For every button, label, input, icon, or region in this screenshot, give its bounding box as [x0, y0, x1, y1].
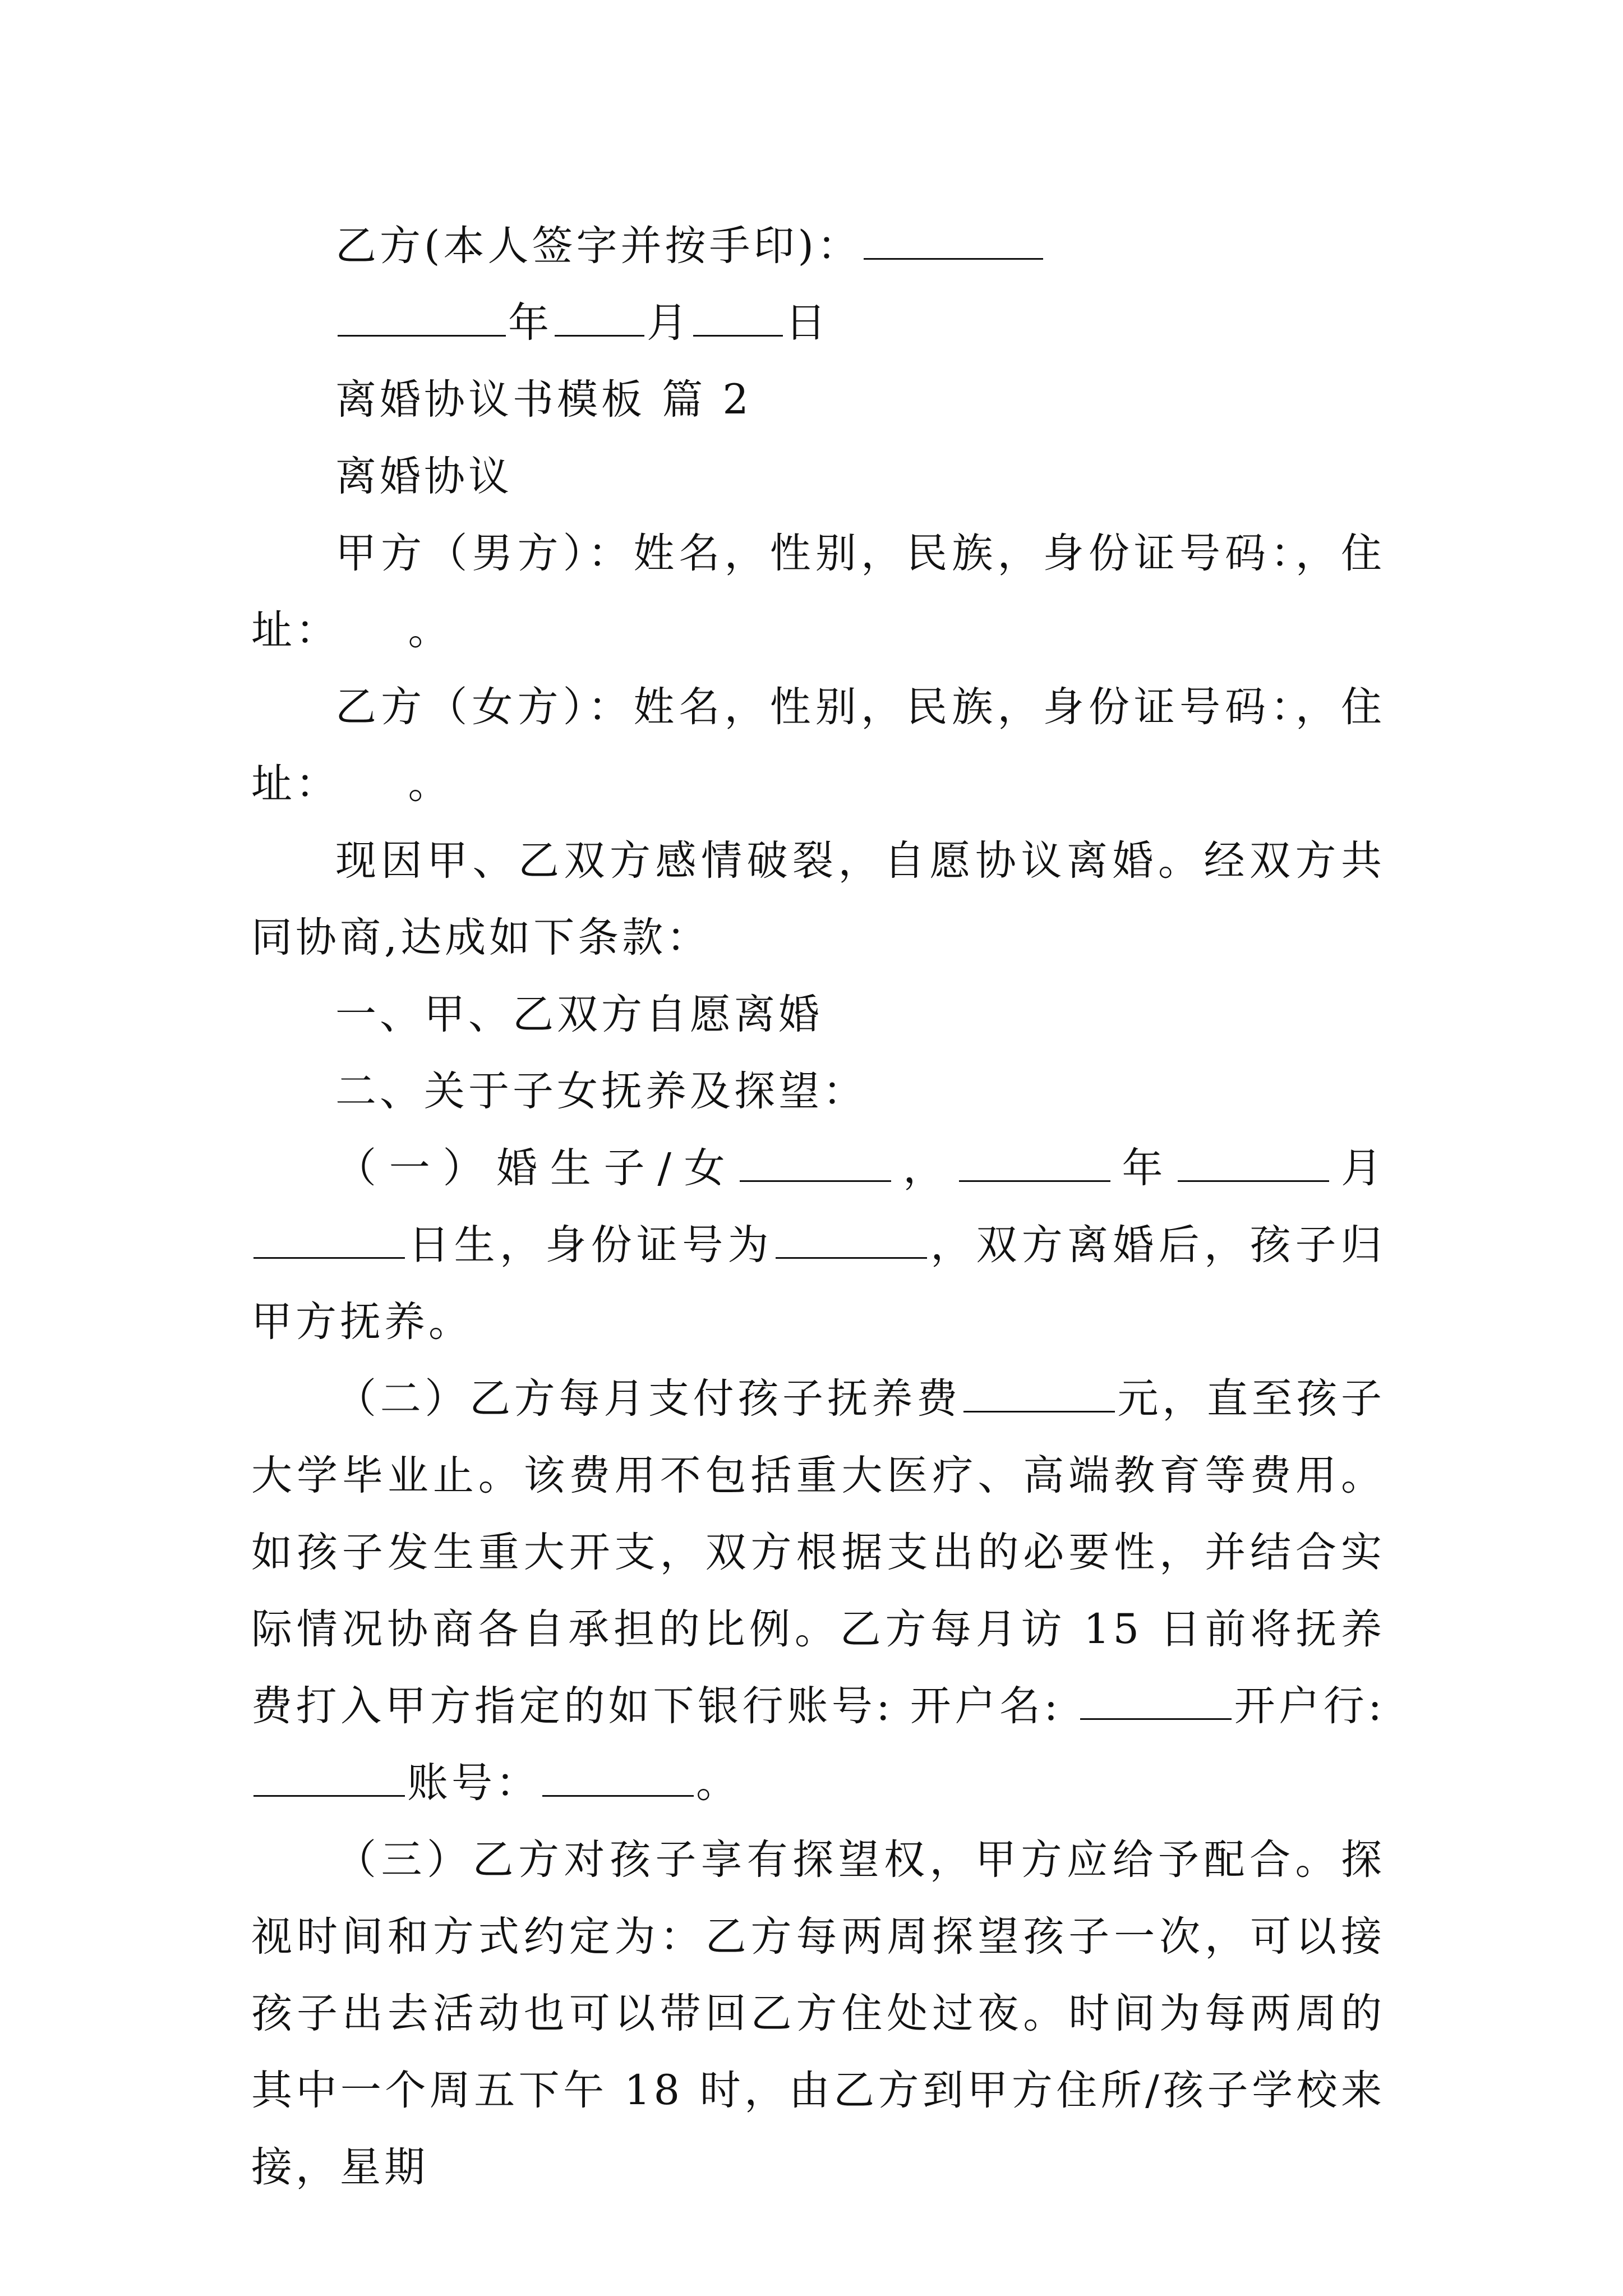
clause-2: 二、关于子女抚养及探望： [335, 1068, 867, 1115]
birth-year-blank [959, 1143, 1110, 1182]
document-body [251, 208, 1385, 2206]
item-2-text-1: （二）乙方每月支付孩子抚养费 [335, 1375, 961, 1423]
month-label: 月 [647, 299, 691, 347]
item-1-text-6: ，双方离婚后，孩子归甲方抚养。 [251, 1221, 1386, 1346]
party-a-paragraph: 甲方（男方）：姓名，性别，民族，身份证号码：，住址： 。 [251, 530, 1385, 654]
item-1-text-5: 日生，身份证号为 [407, 1221, 773, 1269]
party-b-paragraph: 乙方（女方）：姓名，性别，民族，身份证号码：，住址： 。 [251, 683, 1385, 808]
year-label: 年 [508, 299, 552, 347]
account-number-blank [542, 1758, 694, 1797]
bank-name-blank [253, 1758, 405, 1797]
date-line [251, 284, 1385, 361]
birth-month-blank [1178, 1143, 1329, 1182]
item-1-paragraph [251, 1130, 1385, 1360]
item-2-text-5: 。 [696, 1759, 740, 1807]
preamble-paragraph: 现因甲、乙双方感情破裂，自愿协议离婚。经双方共同协商,达成如下条款： [251, 837, 1385, 961]
item-1-text-3: 年 [1112, 1144, 1176, 1192]
signature-blank [864, 221, 1043, 260]
support-amount-blank [963, 1374, 1115, 1412]
item-2-text-3: 开户行: [1233, 1682, 1385, 1730]
item-1-text-1: （一）婚生子/女 [335, 1144, 738, 1192]
birth-day-blank [253, 1220, 405, 1259]
day-blank [693, 298, 783, 337]
item-1-text-4: 月 [1331, 1144, 1386, 1192]
id-number-blank [776, 1220, 927, 1259]
signature-label: 乙方(本人签字并按手印)： [335, 222, 861, 270]
item-2-paragraph [251, 1360, 1385, 1821]
month-blank [555, 298, 644, 337]
day-label: 日 [785, 299, 829, 347]
item-2-text-2: 元，直至孩子大学毕业止。该费用不包括重大医疗、高端教育等费用。如孩子发生重大开支，双方根据支出的必要性，并结合实际情况协商各自承担的比例。乙方每月访 15 日前将抚养费打入甲方指定的如下银行账号: 开户名: [251, 1375, 1386, 1730]
clause-1: 一、甲、乙双方自愿离婚 [335, 991, 823, 1038]
section-title: 离婚协议书模板 篇 2 [335, 376, 752, 424]
account-name-blank [1080, 1681, 1232, 1720]
item-1-text-2: ， [893, 1144, 957, 1192]
item-3-paragraph: （三）乙方对孩子享有探望权，甲方应给予配合。探视时间和方式约定为：乙方每两周探望孩子一次，可以接孩子出去活动也可以带回乙方住处过夜。时间为每两周的其中一个周五下午 18 时，由乙方到甲方住所/孩子学校来接，星期 [251, 1836, 1385, 2191]
signature-line [251, 208, 1385, 284]
document-title: 离婚协议 [335, 453, 513, 500]
child-name-blank [740, 1143, 891, 1182]
item-2-text-4: 账号： [407, 1759, 540, 1807]
year-blank [338, 298, 506, 337]
